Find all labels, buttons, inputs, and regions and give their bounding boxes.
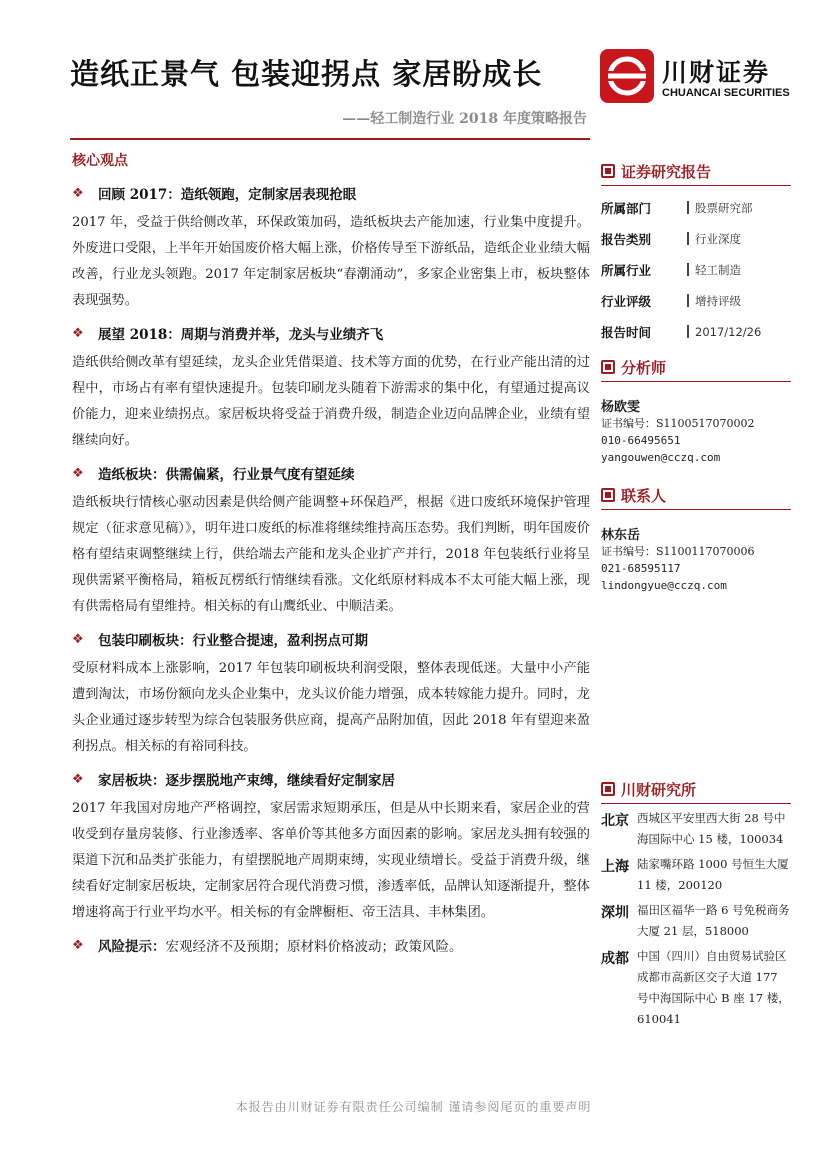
info-row <box>601 316 791 347</box>
report-info-title: 证券研究报告 <box>621 162 712 181</box>
contact-email[interactable]: lindongyue@cczq.com <box>601 579 727 592</box>
analyst-title: 分析师 <box>621 358 667 377</box>
institute-panel <box>601 778 791 1030</box>
diamond-bullet-icon: ❖ <box>72 937 84 953</box>
analyst-email[interactable]: yangouwen@cczq.com <box>601 451 721 464</box>
section-heading-text: 包装印刷板块：行业整合提速，盈利拐点可期 <box>98 633 368 649</box>
analyst-header <box>601 356 791 378</box>
section-paragraph: 受原材料成本上涨影响，2017 年包装印刷板块利润受限，整体表现低迷。大量中小产能遭到淘汰，市场份额向龙头企业集中，龙头议价能力增强，成本转嫁能力提升。同时，龙头企业通过逐步转型为综合包装服务供应商，提高产品附加值，因此 2018 年有望迎来盈利拐点。相关标的有裕同科技。 <box>72 661 590 754</box>
office-city: 深圳 <box>601 905 629 921</box>
diamond-bullet-icon: ❖ <box>72 325 84 341</box>
institute-header <box>601 778 791 800</box>
report-info-panel <box>601 160 791 347</box>
section-heading-text: 回顾 2017：造纸领跑，定制家居表现抢眼 <box>98 187 357 203</box>
institute-title: 川财研究所 <box>621 780 697 799</box>
office-address <box>601 900 791 942</box>
office-address <box>601 808 791 850</box>
info-label: 报告时间 <box>601 324 652 340</box>
info-separator <box>687 232 689 245</box>
section-square-icon <box>601 360 615 374</box>
analyst-phone: 010-66495651 <box>601 434 681 447</box>
section-heading <box>72 318 590 348</box>
diamond-bullet-icon: ❖ <box>72 631 84 647</box>
office-address-text: 福田区福华一路 6 号免税商务大厦 21 层，518000 <box>637 903 790 938</box>
logo-name-cn: 川财证券 <box>662 58 771 87</box>
info-value: 2017/12/26 <box>695 324 762 339</box>
logo-name-en: CHUANCAI SECURITIES <box>662 87 790 99</box>
section-heading <box>72 624 590 654</box>
info-label: 行业评级 <box>601 293 652 309</box>
analyst-panel <box>601 356 791 466</box>
core-views-title: 核心观点 <box>72 153 128 169</box>
diamond-bullet-icon: ❖ <box>72 185 84 201</box>
info-value: 股票研究部 <box>695 200 753 215</box>
section-heading-text: 家居板块：逐步摆脱地产束缚，继续看好定制家居 <box>98 773 395 789</box>
section-heading <box>72 764 590 794</box>
section-paragraph: 2017 年我国对房地产严格调控，家居需求短期承压，但是从中长期来看，家居企业的营收受到存量房装修、行业渗透率、客单价等其他多方面因素的影响。家居龙头拥有较强的渠道下沉和品类扩张能力，有望摆脱地产周期束缚，实现业绩增长。受益于消费升级，继续看好定制家居板块，定制家居符合现代消费习惯，渗透率低，品牌认知逐渐提升，整体增速将高于行业平均水平。相关标的有金牌橱柜、帝王洁具、丰林集团。 <box>72 801 590 920</box>
info-row <box>601 285 791 316</box>
info-row <box>601 223 791 254</box>
contact-name: 林东岳 <box>601 528 641 543</box>
risk-label: 风险提示： <box>98 939 166 955</box>
info-label: 报告类别 <box>601 231 652 247</box>
divider <box>601 185 791 186</box>
section-heading <box>72 178 590 208</box>
info-value: 行业深度 <box>695 231 741 246</box>
contact-title: 联系人 <box>621 486 667 505</box>
brand-logo <box>600 47 800 107</box>
contact-cert: 证书编号：S1100117070006 <box>601 545 755 558</box>
section-paragraph: 造纸板块行情核心驱动因素是供给侧产能调整+环保趋严，根据《进口废纸环境保护管理规定（征求意见稿）》，明年进口废纸的标准将继续维持高压态势。我们判断，明年国废价格有望结束调整继续上行，供给端去产能和龙头企业扩产并行，2018 年包装纸行业将呈现供需紧平衡格局，箱板瓦楞纸行情继续看涨。文化纸原材料成本不太可能大幅上涨，现有供需格局有望维持。相关标的有山鹰纸业、中顺洁柔。 <box>72 495 590 614</box>
analyst-name: 杨欧雯 <box>601 400 641 415</box>
info-separator <box>687 263 689 276</box>
report-title: 造纸正景气 包装迎拐点 家居盼成长 <box>70 57 543 91</box>
report-info-header <box>601 160 791 182</box>
footer-disclaimer: 本报告由川财证券有限责任公司编制 谨请参阅尾页的重要声明 <box>235 1100 592 1114</box>
core-views <box>72 150 590 960</box>
office-city: 成都 <box>601 951 629 967</box>
office-city: 上海 <box>601 859 629 875</box>
report-subtitle: ——轻工制造行业 2018 年度策略报告 <box>342 111 587 127</box>
divider <box>601 803 791 804</box>
info-value: 增持评级 <box>695 293 741 308</box>
contact-panel <box>601 484 791 594</box>
analyst-cert: 证书编号：S1100517070002 <box>601 417 755 430</box>
info-separator <box>687 325 689 338</box>
risk-warning <box>72 930 590 960</box>
info-value: 轻工制造 <box>695 262 741 277</box>
section-square-icon <box>601 164 615 178</box>
office-address-text: 陆家嘴环路 1000 号恒生大厦 11 楼，200120 <box>637 857 789 892</box>
office-address-text: 中国（四川）自由贸易试验区成都市高新区交子大道 177 号中海国际中心 B 座 17 楼，610041 <box>637 949 790 1026</box>
section-square-icon <box>601 488 615 502</box>
office-address <box>601 854 791 896</box>
info-label: 所属行业 <box>601 262 652 278</box>
header-divider <box>70 138 590 140</box>
section-paragraph: 2017 年，受益于供给侧改革，环保政策加码，造纸板块去产能加速，行业集中度提升。外废进口受限，上半年开始国废价格大幅上涨，价格传导至下游纸品，造纸企业业绩大幅改善，行业龙头领跑。2017 年定制家居板块“春潮涌动”，多家企业密集上市，板块整体表现强势。 <box>72 215 590 308</box>
info-row <box>601 254 791 285</box>
info-separator <box>687 294 689 307</box>
info-label: 所属部门 <box>601 200 652 216</box>
diamond-bullet-icon: ❖ <box>72 771 84 787</box>
divider <box>601 509 791 510</box>
contact-phone: 021-68595117 <box>601 562 681 575</box>
risk-text: 宏观经济不及预期；原材料价格波动；政策风险。 <box>165 939 463 955</box>
office-address-text: 西城区平安里西大街 28 号中海国际中心 15 楼，100034 <box>637 811 786 846</box>
divider <box>601 381 791 382</box>
section-heading <box>72 458 590 488</box>
section-square-icon <box>601 782 615 796</box>
section-heading-text: 造纸板块：供需偏紧，行业景气度有望延续 <box>98 467 355 483</box>
section-heading-text: 展望 2018：周期与消费并举，龙头与业绩齐飞 <box>98 327 384 343</box>
contact-header <box>601 484 791 506</box>
office-city: 北京 <box>601 813 629 829</box>
diamond-bullet-icon: ❖ <box>72 465 84 481</box>
info-separator <box>687 201 689 214</box>
logo-mark-icon <box>600 49 654 103</box>
office-address <box>601 946 791 1030</box>
info-row <box>601 192 791 223</box>
section-paragraph: 造纸供给侧改革有望延续，龙头企业凭借渠道、技术等方面的优势，在行业产能出清的过程中，市场占有率有望快速提升。包装印刷龙头随着下游需求的集中化，有望通过提高议价能力，迎来业绩拐点。家居板块将受益于消费升级，制造企业迈向品牌企业，业绩有望继续向好。 <box>72 355 590 448</box>
